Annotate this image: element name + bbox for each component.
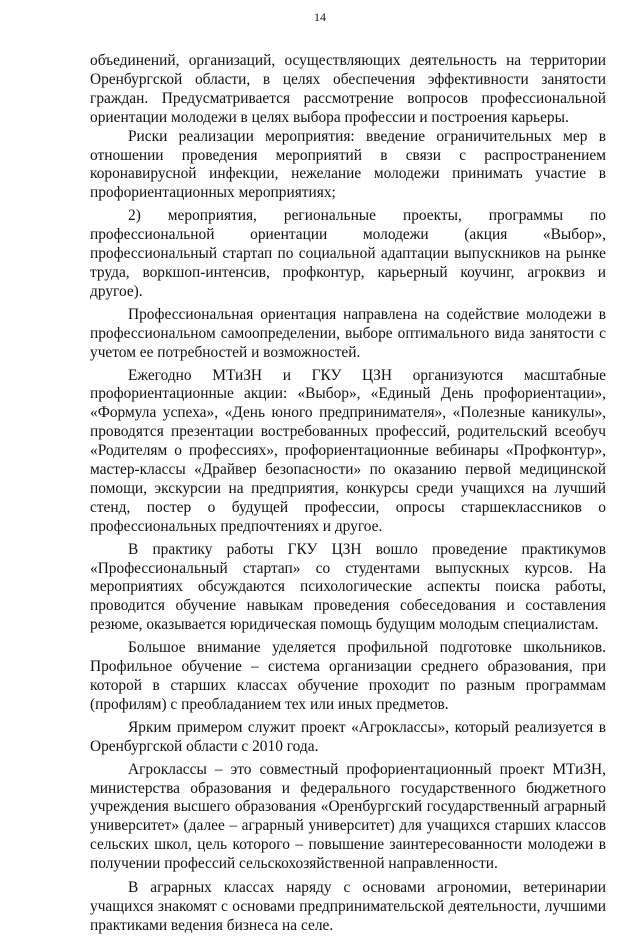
document-body [90,52,606,936]
paragraph-workshops: В практику работы ГКУ ЦЗН вошло проведение практикумов «Профессиональный стартап» со студентами выпускных курсов. На мероприятиях обсуждаются психологические аспекты поиска работы, проводится обучение навыкам проведения собеседования и составления резюме, оказывается юридическая помощь будущим молодым специалистам. [90,540,606,634]
paragraph-events-list: 2) мероприятия, региональные проекты, программы по профессиональной ориентации молодежи (акция «Выбор», профессиональный стартап по социальной адаптации выпускников на рынке труда, воркшоп-интенсив, профконтур, карьерный коучинг, агроквиз и другое). [90,207,606,300]
paragraph-profile-training: Большое внимание уделяется профильной подготовке школьников. Профильное обучение – система организации среднего образования, при которой в старших классах обучение проходит по разным программам (профилям) с преобладанием тех или иных предметов. [90,639,606,713]
paragraph-annual-actions: Ежегодно МТиЗН и ГКУ ЦЗН организуются масштабные профориентационные акции: «Выбор», «Единый День профориентации», «Формула успеха», «День юного предпринимателя», «Полезные каникулы», проводятся презентации востребованных профессий, родительский всеобуч «Родителям о профессиях», профориентационные вебинары «Профконтур», мастер-классы «Драйвер безопасности» по оказанию первой медицинской помощи, экскурсии на предприятия, конкурсы среди учащихся на лучший стенд, постер о будущей профессии, опросы старшеклассников о профессиональных предпочтениях и другое. [90,366,606,535]
paragraph-agroclass-content: В аграрных классах наряду с основами агрономии, ветеринарии учащихся знакомят с основами предпринимательской деятельности, лучшими практиками ведения бизнеса на селе. [90,879,606,934]
page-number: 14 [314,10,326,24]
paragraph-agroclass-example: Ярким примером служит проект «Агроклассы», который реализуется в Оренбургской области с 2010 года. [90,718,606,755]
paragraph-continuation: объединений, организаций, осуществляющих деятельность на территории Оренбургской области, в целях обеспечения эффективности занятости граждан. Предусматривается рассмотрение вопросов профессиональной ориентации молодежи в целях выбора профессии и построения карьеры. [90,52,606,126]
paragraph-risks: Риски реализации мероприятия: введение ограничительных мер в отношении проведения мероприятий в связи с распространением коронавирусной инфекции, нежелание молодежи принимать участие в профориентационных мероприятиях; [90,127,606,202]
paragraph-career-guidance: Профессиональная ориентация направлена на содействие молодежи в профессиональном самоопределении, выборе оптимального вида занятости с учетом ее потребностей и возможностей. [90,305,606,361]
paragraph-agroclass-definition: Агроклассы – это совместный профориентационный проект МТиЗН, министерства образования и федерального государственного бюджетного учреждения высшего образования «Оренбургский государственный аграрный университет» (далее – аграрный университет) для учащихся старших классов сельских школ, цель которого – повышение заинтересованности молодежи в получении профессий сельскохозяйственной направленности. [90,760,606,873]
